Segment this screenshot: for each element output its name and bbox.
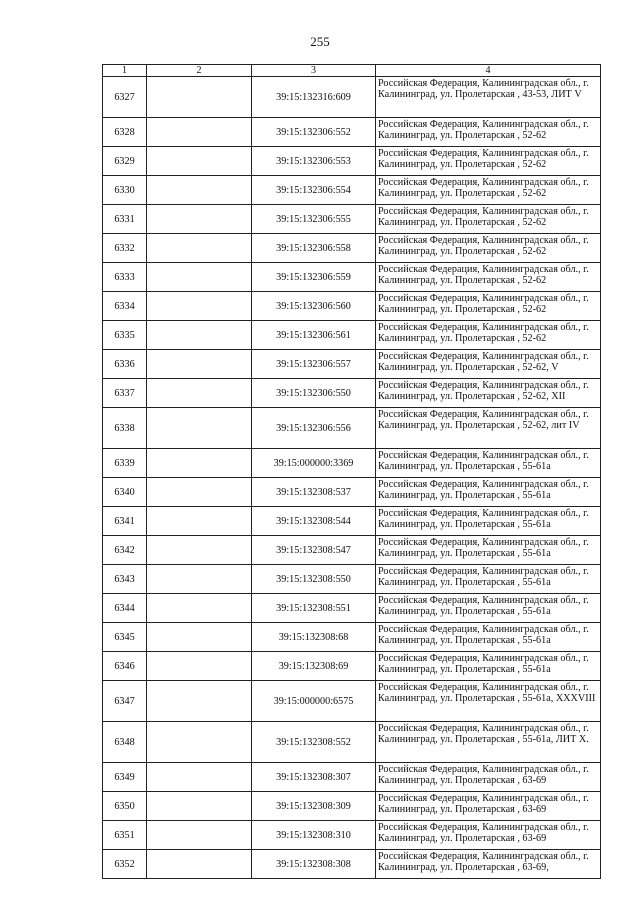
cadastral-number: 39:15:132316:609: [252, 77, 376, 118]
cadastral-number: 39:15:132306:556: [252, 408, 376, 449]
row-number: 6352: [103, 850, 147, 879]
table-row: [103, 77, 601, 118]
row-col-2: [147, 536, 252, 565]
row-number: 6332: [103, 234, 147, 263]
header-col-4: 4: [376, 65, 601, 77]
table-row: [103, 205, 601, 234]
cadastral-number: 39:15:132308:552: [252, 722, 376, 763]
address: Российская Федерация, Калининградская обл., г. Калининград, ул. Пролетарская , 63-69: [376, 821, 601, 850]
cadastral-number: 39:15:132306:553: [252, 147, 376, 176]
header-col-2: 2: [147, 65, 252, 77]
row-col-2: [147, 234, 252, 263]
table-row: [103, 263, 601, 292]
address: Российская Федерация, Калининградская обл., г. Калининград, ул. Пролетарская , 55-61а: [376, 507, 601, 536]
table-row: [103, 681, 601, 722]
cadastral-number: 39:15:132308:308: [252, 850, 376, 879]
row-col-2: [147, 263, 252, 292]
table-row: [103, 449, 601, 478]
row-col-2: [147, 147, 252, 176]
row-col-2: [147, 449, 252, 478]
table-row: [103, 594, 601, 623]
row-number: 6351: [103, 821, 147, 850]
row-col-2: [147, 821, 252, 850]
row-col-2: [147, 478, 252, 507]
cadastral-number: 39:15:132306:560: [252, 292, 376, 321]
row-number: 6329: [103, 147, 147, 176]
row-number: 6343: [103, 565, 147, 594]
row-col-2: [147, 763, 252, 792]
row-col-2: [147, 850, 252, 879]
cadastral-number: 39:15:132306:559: [252, 263, 376, 292]
table-row: [103, 652, 601, 681]
table-row: [103, 623, 601, 652]
table-row: [103, 321, 601, 350]
row-number: 6342: [103, 536, 147, 565]
row-number: 6333: [103, 263, 147, 292]
header-col-3: 3: [252, 65, 376, 77]
cadastral-number: 39:15:132308:547: [252, 536, 376, 565]
cadastral-number: 39:15:132306:561: [252, 321, 376, 350]
address: Российская Федерация, Калининградская обл., г. Калининград, ул. Пролетарская , 63-69: [376, 792, 601, 821]
table-row: [103, 478, 601, 507]
row-col-2: [147, 205, 252, 234]
address: Российская Федерация, Калининградская обл., г. Калининград, ул. Пролетарская , 52-62: [376, 176, 601, 205]
row-col-2: [147, 408, 252, 449]
address: Российская Федерация, Калининградская обл., г. Калининград, ул. Пролетарская , 52-62: [376, 147, 601, 176]
row-number: 6336: [103, 350, 147, 379]
table-row: [103, 292, 601, 321]
row-col-2: [147, 321, 252, 350]
row-col-2: [147, 77, 252, 118]
table-row: [103, 176, 601, 205]
address: Российская Федерация, Калининградская обл., г. Калининград, ул. Пролетарская , 52-62: [376, 118, 601, 147]
cadastral-number: 39:15:132308:309: [252, 792, 376, 821]
cadastral-number: 39:15:132308:69: [252, 652, 376, 681]
cadastral-number: 39:15:000000:6575: [252, 681, 376, 722]
table-row: [103, 379, 601, 408]
cadastral-number: 39:15:000000:3369: [252, 449, 376, 478]
row-col-2: [147, 292, 252, 321]
header-row: [103, 65, 601, 77]
table-row: [103, 792, 601, 821]
row-col-2: [147, 507, 252, 536]
table-row: [103, 350, 601, 379]
header-col-1: 1: [103, 65, 147, 77]
table-row: [103, 147, 601, 176]
row-number: 6327: [103, 77, 147, 118]
address: Российская Федерация, Калининградская обл., г. Калининград, ул. Пролетарская , 55-61а, XXXVIII: [376, 681, 601, 722]
table-row: [103, 821, 601, 850]
row-col-2: [147, 722, 252, 763]
address: Российская Федерация, Калининградская обл., г. Калининград, ул. Пролетарская , 52-62: [376, 205, 601, 234]
address: Российская Федерация, Калининградская обл., г. Калининград, ул. Пролетарская , 52-62, V: [376, 350, 601, 379]
address: Российская Федерация, Калининградская обл., г. Калининград, ул. Пролетарская , 52-62: [376, 292, 601, 321]
table-row: [103, 722, 601, 763]
row-col-2: [147, 350, 252, 379]
row-col-2: [147, 176, 252, 205]
row-number: 6339: [103, 449, 147, 478]
row-number: 6345: [103, 623, 147, 652]
address: Российская Федерация, Калининградская обл., г. Калининград, ул. Пролетарская , 52-62: [376, 234, 601, 263]
cadastral-number: 39:15:132308:550: [252, 565, 376, 594]
address: Российская Федерация, Калининградская обл., г. Калининград, ул. Пролетарская , 55-61а: [376, 536, 601, 565]
row-number: 6341: [103, 507, 147, 536]
row-col-2: [147, 623, 252, 652]
cadastral-number: 39:15:132306:554: [252, 176, 376, 205]
table-row: [103, 408, 601, 449]
table-row: [103, 507, 601, 536]
table-row: [103, 565, 601, 594]
address: Российская Федерация, Калининградская обл., г. Калининград, ул. Пролетарская , 55-61а: [376, 478, 601, 507]
cadastral-number: 39:15:132308:307: [252, 763, 376, 792]
cadastral-number: 39:15:132306:555: [252, 205, 376, 234]
address: Российская Федерация, Калининградская обл., г. Калининград, ул. Пролетарская , 63-69: [376, 763, 601, 792]
address: Российская Федерация, Калининградская обл., г. Калининград, ул. Пролетарская , 52-62: [376, 263, 601, 292]
cadastral-number: 39:15:132306:557: [252, 350, 376, 379]
row-number: 6330: [103, 176, 147, 205]
address: Российская Федерация, Калининградская обл., г. Калининград, ул. Пролетарская , 55-61а, ЛИТ Х.: [376, 722, 601, 763]
address: Российская Федерация, Калининградская обл., г. Калининград, ул. Пролетарская , 52-62, лит IV: [376, 408, 601, 449]
page-number: 255: [310, 34, 330, 49]
cadastral-number: 39:15:132308:551: [252, 594, 376, 623]
row-col-2: [147, 118, 252, 147]
row-number: 6337: [103, 379, 147, 408]
row-number: 6350: [103, 792, 147, 821]
address: Российская Федерация, Калининградская обл., г. Калининград, ул. Пролетарская , 43-53, ЛИТ V: [376, 77, 601, 118]
row-number: 6344: [103, 594, 147, 623]
row-col-2: [147, 681, 252, 722]
register-table: [102, 64, 601, 879]
table-body: [103, 77, 601, 879]
row-col-2: [147, 565, 252, 594]
row-col-2: [147, 594, 252, 623]
row-number: 6338: [103, 408, 147, 449]
address: Российская Федерация, Калининградская обл., г. Калининград, ул. Пролетарская , 55-61а: [376, 652, 601, 681]
table-row: [103, 763, 601, 792]
cadastral-number: 39:15:132308:68: [252, 623, 376, 652]
cadastral-number: 39:15:132306:550: [252, 379, 376, 408]
row-number: 6335: [103, 321, 147, 350]
address: Российская Федерация, Калининградская обл., г. Калининград, ул. Пролетарская , 55-61а: [376, 565, 601, 594]
row-number: 6346: [103, 652, 147, 681]
cadastral-number: 39:15:132306:558: [252, 234, 376, 263]
address: Российская Федерация, Калининградская обл., г. Калининград, ул. Пролетарская , 55-61а: [376, 623, 601, 652]
row-number: 6331: [103, 205, 147, 234]
table-row: [103, 234, 601, 263]
address: Российская Федерация, Калининградская обл., г. Калининград, ул. Пролетарская , 52-62, XII: [376, 379, 601, 408]
table-row: [103, 536, 601, 565]
cadastral-number: 39:15:132308:537: [252, 478, 376, 507]
row-col-2: [147, 652, 252, 681]
table-row: [103, 850, 601, 879]
row-number: 6340: [103, 478, 147, 507]
row-col-2: [147, 792, 252, 821]
address: Российская Федерация, Калининградская обл., г. Калининград, ул. Пролетарская , 55-61а: [376, 449, 601, 478]
row-number: 6347: [103, 681, 147, 722]
row-col-2: [147, 379, 252, 408]
cadastral-number: 39:15:132308:544: [252, 507, 376, 536]
address: Российская Федерация, Калининградская обл., г. Калининград, ул. Пролетарская , 63-69,: [376, 850, 601, 879]
address: Российская Федерация, Калининградская обл., г. Калининград, ул. Пролетарская , 55-61а: [376, 594, 601, 623]
row-number: 6348: [103, 722, 147, 763]
row-number: 6334: [103, 292, 147, 321]
cadastral-number: 39:15:132306:552: [252, 118, 376, 147]
row-number: 6328: [103, 118, 147, 147]
row-number: 6349: [103, 763, 147, 792]
address: Российская Федерация, Калининградская обл., г. Калининград, ул. Пролетарская , 52-62: [376, 321, 601, 350]
table-row: [103, 118, 601, 147]
cadastral-number: 39:15:132308:310: [252, 821, 376, 850]
